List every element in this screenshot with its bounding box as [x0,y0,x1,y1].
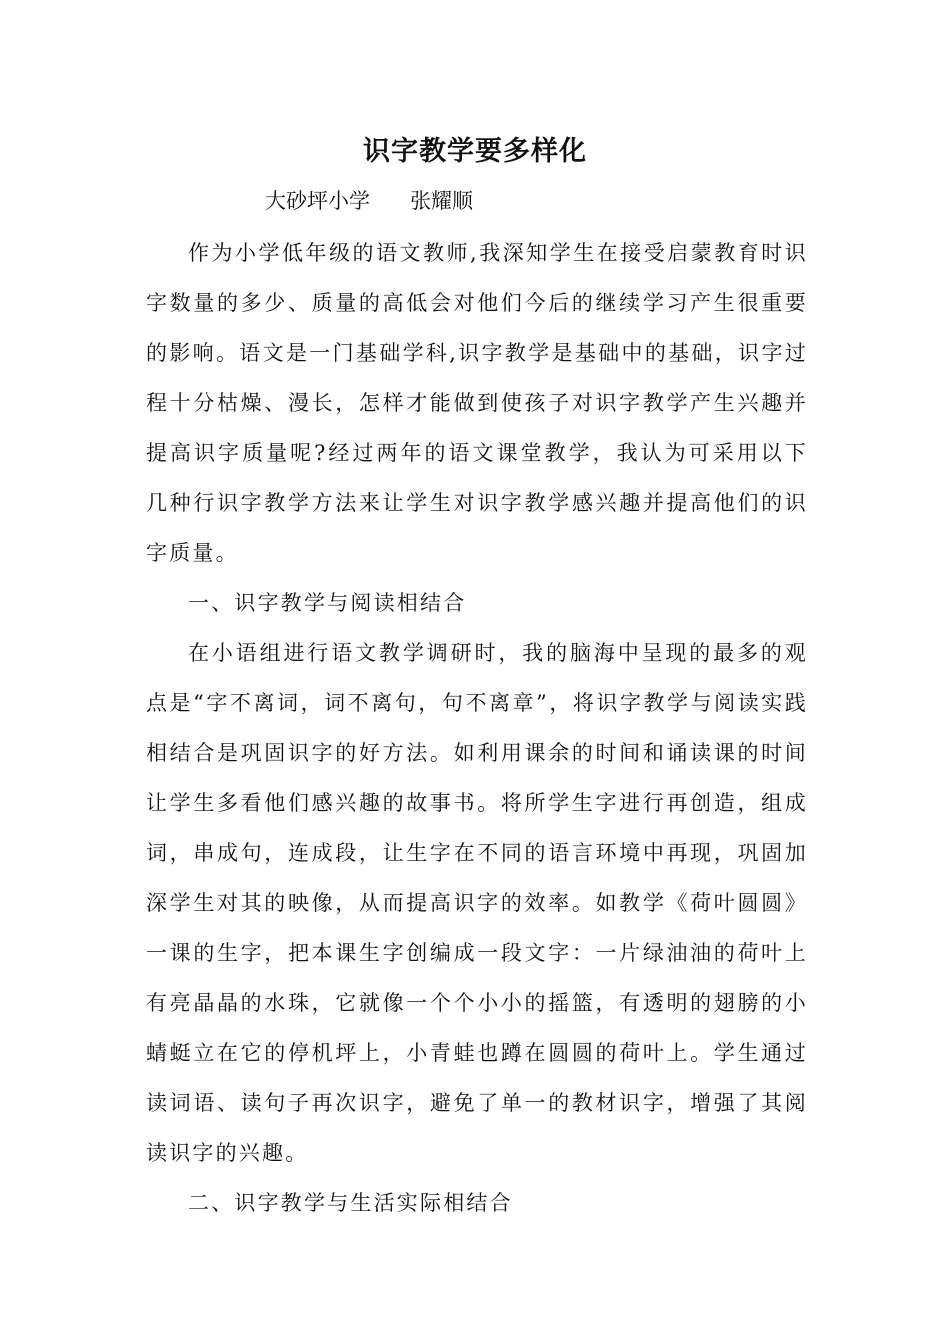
author-name: 张耀顺 [410,189,474,213]
paragraph-intro: 作为小学低年级的语文教师,我深知学生在接受启蒙教育时识字数量的多少、质量的高低会对他们今后的继续学习产生很重要的影响。语文是一门基础学科,识字教学是基础中的基础，识字过程十分枯燥、漫长，怎样才能做到使孩子对识字教学产生兴趣并提高识字质量呢?经过两年的语文课堂教学，我认为可采用以下几种行识字教学方法来让学生对识字教学感兴趣并提高他们的识字质量。 [146,241,808,565]
section-heading-2: 二、识字教学与生活实际相结合 [188,1191,513,1215]
byline [265,184,473,218]
document-body [146,228,808,1228]
section-heading-1: 一、识字教学与阅读相结合 [188,591,467,615]
school-name: 大砂坪小学 [265,189,370,213]
document-title: 识字教学要多样化 [363,136,587,167]
paragraph-section-1: 在小语组进行语文教学调研时，我的脑海中呈现的最多的观点是“字不离词，词不离句，句不离章”，将识字教学与阅读实践相结合是巩固识字的好方法。如利用课余的时间和诵读课的时间让学生多看他们感兴趣的故事书。将所学生字进行再创造，组成词，串成句，连成段，让生字在不同的语言环境中再现，巩固加深学生对其的映像，从而提高识字的效率。如教学《荷叶圆圆》一课的生字，把本课生字创编成一段文字：一片绿油油的荷叶上有亮晶晶的水珠，它就像一个个小小的摇篮，有透明的翅膀的小蜻蜓立在它的停机坪上，小青蛙也蹲在圆圆的荷叶上。学生通过读词语、读句子再次识字，避免了单一的教材识字，增强了其阅读识字的兴趣。 [146,641,808,1165]
